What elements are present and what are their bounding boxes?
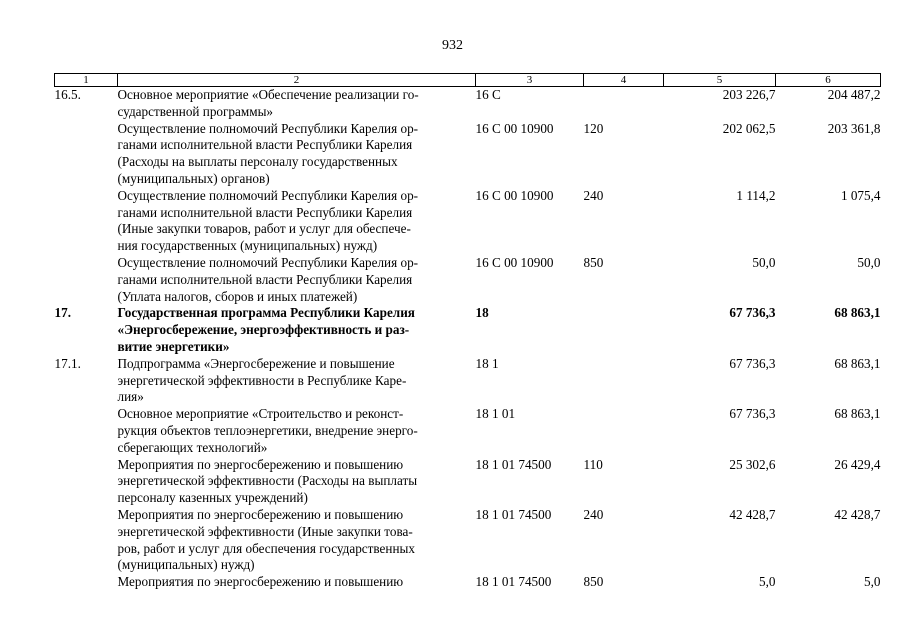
row-expense-type: 240 bbox=[583, 187, 604, 203]
row-name bbox=[118, 574, 476, 591]
column-header: 6 bbox=[776, 74, 881, 87]
row-name-line: рукция объектов теплоэнергетики, внедрение энерго- bbox=[117, 422, 418, 438]
page-number: 932 bbox=[442, 38, 463, 53]
row-expense-type: 850 bbox=[583, 254, 604, 270]
budget-table bbox=[54, 73, 881, 591]
row-value-col6: 26 429,4 bbox=[834, 456, 881, 472]
row-number bbox=[55, 255, 118, 305]
row-name-line: энергетической эффективности (Расходы на выплаты bbox=[117, 473, 418, 489]
row-name-line: витие энергетики» bbox=[117, 338, 230, 354]
row-name-line: энергетической эффективности в Республике Каре- bbox=[117, 372, 407, 388]
row-value-col6: 204 487,2 bbox=[827, 87, 881, 102]
row-expense-type bbox=[584, 87, 664, 121]
column-header: 1 bbox=[55, 74, 118, 87]
column-header: 3 bbox=[476, 74, 584, 87]
row-name-line: Осуществление полномочий Республики Карелия ор- bbox=[117, 120, 419, 136]
row-value-col6: 68 863,1 bbox=[834, 305, 881, 321]
row-name-line: лия» bbox=[117, 389, 144, 405]
row-expense-type bbox=[584, 406, 664, 456]
row-value-col5: 50,0 bbox=[752, 254, 776, 270]
row-expense-type: 110 bbox=[583, 456, 603, 472]
row-name-line: сберегающих технологий» bbox=[117, 439, 268, 455]
table-header-row bbox=[55, 74, 881, 87]
row-name bbox=[118, 305, 476, 355]
row-name-line: ния государственных (муниципальных) нужд) bbox=[117, 238, 378, 254]
row-name-line: Основное мероприятие «Строительство и реконст- bbox=[117, 406, 404, 422]
row-value-col5: 202 062,5 bbox=[722, 120, 776, 136]
row-name bbox=[118, 507, 476, 574]
row-number bbox=[55, 188, 118, 255]
row-value-col6: 42 428,7 bbox=[834, 506, 881, 522]
row-value-col5: 67 736,3 bbox=[729, 406, 776, 422]
row-value-col5: 42 428,7 bbox=[729, 506, 776, 522]
row-code: 18 1 01 bbox=[475, 406, 516, 422]
row-value-col5: 25 302,6 bbox=[729, 456, 776, 472]
row-number bbox=[55, 121, 118, 188]
row-value-col5: 5,0 bbox=[759, 574, 776, 590]
row-value-col6: 68 863,1 bbox=[834, 355, 881, 371]
row-name-line: (Расходы на выплаты персоналу государственных bbox=[117, 154, 398, 170]
column-header: 4 bbox=[584, 74, 664, 87]
row-code: 18 1 bbox=[475, 355, 499, 371]
row-code: 18 1 01 74500 bbox=[475, 506, 552, 522]
row-name-line: (Уплата налогов, сборов и иных платежей) bbox=[117, 288, 358, 304]
row-name bbox=[118, 457, 476, 507]
row-name-line: ганами исполнительной власти Республики Карелия bbox=[117, 137, 413, 153]
row-name bbox=[118, 255, 476, 305]
row-name-line: Государственная программа Республики Карелия bbox=[117, 305, 415, 321]
row-name-line: Мероприятия по энергосбережению и повышению bbox=[117, 456, 404, 472]
row-name bbox=[118, 406, 476, 456]
row-number: 17. bbox=[54, 305, 71, 321]
row-value-col5: 203 226,7 bbox=[722, 87, 776, 102]
row-name-line: Мероприятия по энергосбережению и повышению bbox=[117, 574, 404, 590]
row-code: 16 С 00 10900 bbox=[475, 254, 554, 270]
row-name-line: энергетической эффективности (Иные закупки това- bbox=[117, 523, 413, 539]
row-value-col5: 67 736,3 bbox=[729, 355, 776, 371]
row-number bbox=[55, 457, 118, 507]
row-value-col5: 67 736,3 bbox=[729, 305, 776, 321]
row-expense-type bbox=[584, 305, 664, 355]
table-row bbox=[55, 507, 881, 574]
row-name-line: сударственной программы» bbox=[117, 103, 274, 119]
row-name-line: (муниципальных) нужд) bbox=[117, 557, 255, 573]
row-code: 16 С 00 10900 bbox=[475, 120, 554, 136]
row-number bbox=[55, 507, 118, 574]
row-name bbox=[118, 87, 476, 121]
row-number bbox=[55, 406, 118, 456]
table-row bbox=[55, 457, 881, 507]
row-code: 18 1 01 74500 bbox=[475, 574, 552, 590]
row-name bbox=[118, 356, 476, 406]
row-expense-type: 850 bbox=[583, 574, 604, 590]
row-name-line: ганами исполнительной власти Республики Карелия bbox=[117, 204, 413, 220]
table-row bbox=[55, 121, 881, 188]
row-name bbox=[118, 188, 476, 255]
row-expense-type: 120 bbox=[583, 120, 604, 136]
row-number bbox=[55, 574, 118, 591]
table-row bbox=[55, 305, 881, 355]
row-name-line: Осуществление полномочий Республики Карелия ор- bbox=[117, 254, 419, 270]
row-expense-type: 240 bbox=[583, 506, 604, 522]
row-name-line: (Иные закупки товаров, работ и услуг для обеспече- bbox=[117, 221, 411, 237]
table-row bbox=[55, 356, 881, 406]
row-value-col6: 1 075,4 bbox=[840, 187, 881, 203]
row-name-line: Мероприятия по энергосбережению и повышению bbox=[117, 506, 404, 522]
row-name-line: «Энергосбережение, энергоэффективность и раз- bbox=[117, 322, 410, 338]
row-value-col6: 5,0 bbox=[864, 574, 881, 590]
row-name bbox=[118, 121, 476, 188]
table-body bbox=[55, 87, 881, 591]
row-name-line: (муниципальных) органов) bbox=[117, 170, 270, 186]
table-row bbox=[55, 188, 881, 255]
row-number: 16.5. bbox=[54, 87, 81, 102]
row-value-col6: 68 863,1 bbox=[834, 406, 881, 422]
table-row bbox=[55, 574, 881, 591]
row-expense-type bbox=[584, 356, 664, 406]
table-row bbox=[55, 406, 881, 456]
row-code: 16 С bbox=[475, 87, 501, 102]
row-name-line: Подпрограмма «Энергосбережение и повышение bbox=[117, 355, 395, 371]
row-code: 18 bbox=[475, 305, 489, 321]
column-header: 5 bbox=[664, 74, 776, 87]
row-value-col5: 1 114,2 bbox=[736, 187, 776, 203]
row-name-line: ров, работ и услуг для обеспечения государственных bbox=[117, 540, 415, 556]
row-code: 18 1 01 74500 bbox=[475, 456, 552, 472]
column-header: 2 bbox=[118, 74, 476, 87]
row-code: 16 С 00 10900 bbox=[475, 187, 554, 203]
row-name-line: персоналу казенных учреждений) bbox=[117, 490, 308, 506]
row-value-col6: 50,0 bbox=[857, 254, 881, 270]
row-name-line: Основное мероприятие «Обеспечение реализации го- bbox=[117, 87, 419, 102]
table-row bbox=[55, 255, 881, 305]
row-number: 17.1. bbox=[54, 355, 81, 371]
table-row bbox=[55, 87, 881, 121]
row-name-line: ганами исполнительной власти Республики Карелия bbox=[117, 271, 413, 287]
row-name-line: Осуществление полномочий Республики Карелия ор- bbox=[117, 187, 419, 203]
row-value-col6: 203 361,8 bbox=[827, 120, 881, 136]
